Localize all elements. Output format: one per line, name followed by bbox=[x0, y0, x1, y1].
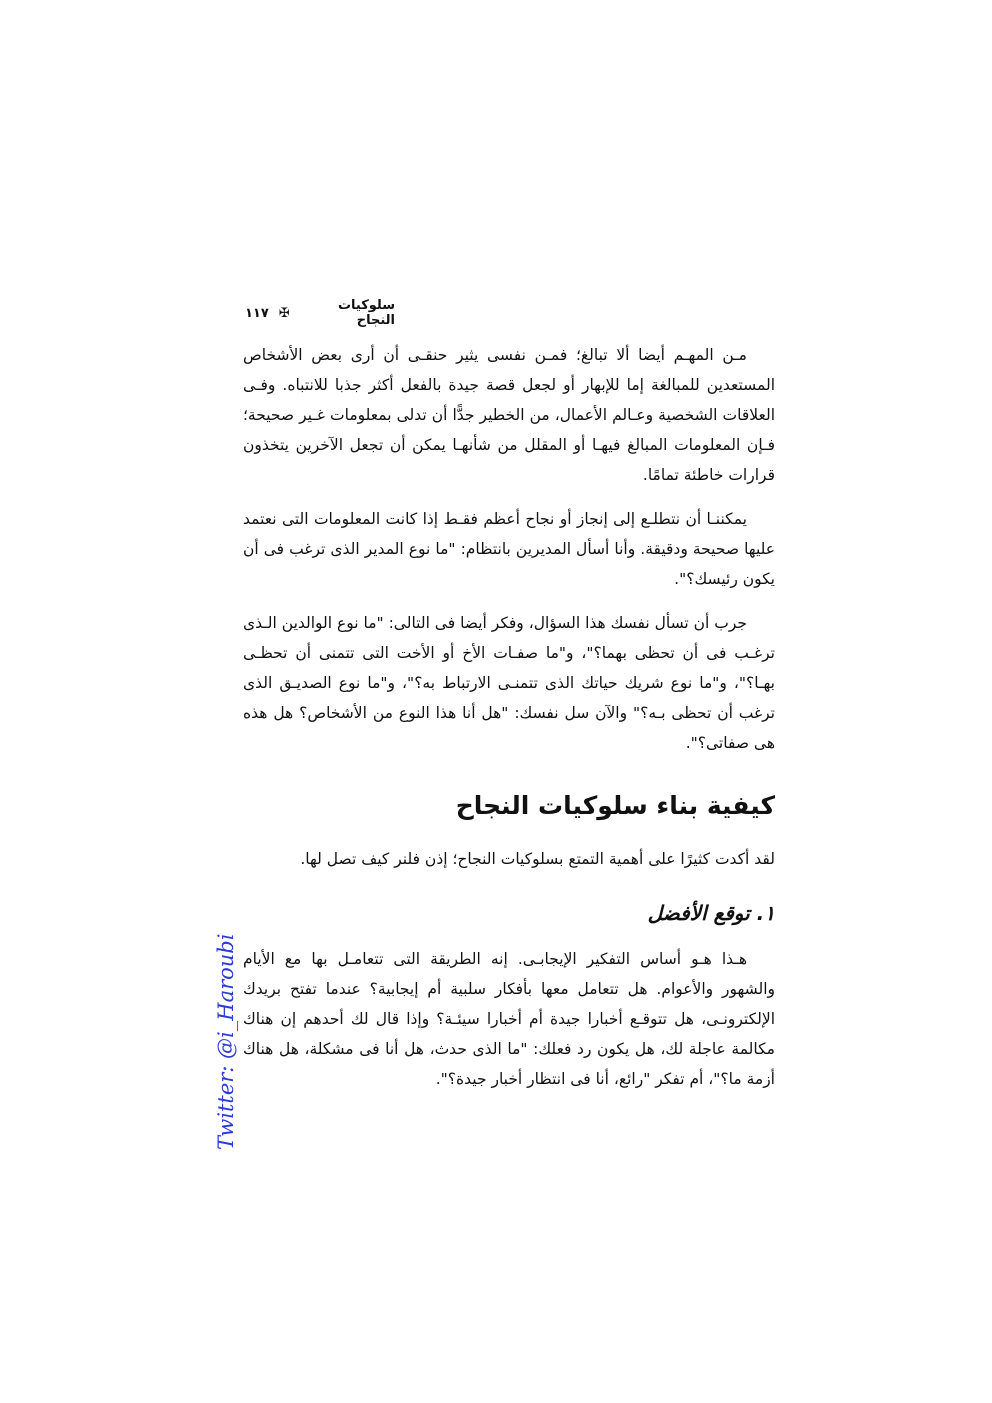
page-body bbox=[243, 340, 775, 1108]
ornament-icon: ✠ bbox=[278, 305, 290, 321]
running-header bbox=[245, 298, 395, 328]
section-intro: لقد أكدت كثيرًا على أهمية التمتع بسلوكيات النجاح؛ إذن فلنر كيف تصل لها. bbox=[300, 850, 775, 868]
twitter-watermark: Twitter: @i_Haroubi bbox=[214, 933, 238, 1150]
paragraph: جرب أن تسأل نفسك هذا السؤال، وفكر أيضا فى التالى: "ما نوع الوالدين الـذى ترغـب فى أن تحظى بهما؟"، و"ما صفـات الأخ أو الأخت التى تتمنى أن تحظـى بهـا؟"، و"ما نوع شريك حياتك الذى تتمنـى الارتباط به؟"، و"ما نوع الصديـق الذى ترغب أن تحظى بـه؟" والآن سل نفسك: "هل أنا هذا النوع من الأشخاص؟ هل هذه هى صفاتى؟". bbox=[243, 614, 775, 752]
subsection-title: ١. توقع الأفضل bbox=[647, 901, 775, 925]
section-title: كيفية بناء سلوكيات النجاح bbox=[455, 791, 775, 820]
paragraph: يمكننـا أن نتطلـع إلى إنجاز أو نجاح أعظم فقـط إذا كانت المعلومات التى نعتمد عليها صحيحة ودقيقة. وأنا أسأل المديرين بانتظام: "ما نوع المدير الذى ترغب فى أن يكون رئيسك؟". bbox=[243, 510, 775, 588]
paragraph: مـن المهـم أيضا ألا تبالغ؛ فمـن نفسى يثير حنقـى أن أرى بعض الأشخاص المستعدين للمبالغة إما للإبهار أو لجعل قصة جيدة بالفعل أكثر جذبا للانتباه. وفـى العلاقات الشخصية وعـالم الأعمال، من الخطير جدًّا أن تدلى بمعلومات غـير صحيحة؛ فـإن المعلومات المبالغ فيهـا أو المقلل من شأنهـا يمكن أن تجعل الآخرين يتخذون قرارات خاطئة تمامًا. bbox=[243, 346, 775, 484]
running-title: سلوكيات النجاح bbox=[337, 298, 395, 328]
paragraph: هـذا هـو أساس التفكير الإيجابـى. إنه الطريقة التى تتعامـل بها مع الأيام والشهور والأعوام. هل تتعامل معها بأفكار سلبية أم إيجابية؟ عندما تفتح بريدك الإلكترونـى، هل تتوقـع أخبارا جيدة أم أخبارا سيئـة؟ وإذا قال لك أحدهم إن هناك مكالمة عاجلة لك، هل يكون رد فعلك: "ما الذى حدث، هل أنا فى مشكلة، هل هناك أزمة ما؟"، أم تفكر "رائع، أنا فى انتظار أخبار جيدة؟". bbox=[243, 950, 775, 1088]
page-number: ١١٧ bbox=[245, 305, 269, 321]
